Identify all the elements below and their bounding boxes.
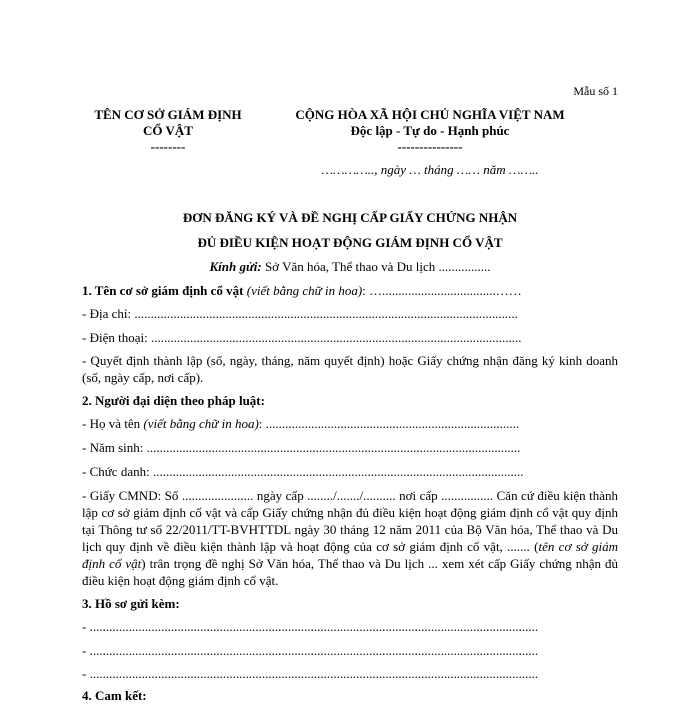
request-note: tên cơ sở giám định cổ vật [82, 539, 618, 571]
decision-paragraph: - Quyết định thành lập (số, ngày, tháng, năm quyết định) hoặc Giấy chứng nhận đăng ký kinh doanh (số, ngày cấp, nơi cấp). [82, 353, 618, 385]
request-paragraph [82, 487, 618, 589]
recipient-value: Sở Văn hóa, Thể thao và Du lịch ................ [261, 259, 491, 274]
name-fill: : .............................................................................. [258, 416, 520, 431]
recipient-line [82, 259, 618, 275]
org-name-line2: CỔ VẬT [143, 123, 193, 138]
birth-year-field: - Năm sinh: ................................................................................................................... [82, 440, 521, 455]
date-line: ………….., ngày … tháng …… năm …….. [321, 162, 539, 177]
national-title: CỘNG HÒA XÃ HỘI CHỦ NGHĨA VIỆT NAM [295, 107, 565, 122]
section1-heading [82, 283, 618, 299]
recipient-label: Kính gửi: [209, 259, 262, 274]
address-field: - Địa chỉ: ...................................................................................................................... [82, 306, 518, 321]
attachment-item: - .......................................................................................................................................... [82, 643, 539, 658]
org-name-line1: TÊN CƠ SỞ GIÁM ĐỊNH [94, 107, 242, 122]
form-number: Mẫu số 1 [573, 84, 618, 98]
name-note: (viết bằng chữ in hoa) [140, 416, 259, 431]
section1-title: 1. Tên cơ sở giám định cổ vật [82, 283, 244, 298]
national-divider: --------------- [397, 139, 463, 154]
org-name-divider: -------- [150, 139, 186, 154]
national-motto: Độc lập - Tự do - Hạnh phúc [350, 123, 510, 138]
request-text-2: ) trân trọng đề nghị Sở Văn hóa, Thể thao và Du lịch ... xem xét cấp Giấy chứng nhận đủ điều kiện hoạt động giám định cổ vật. [82, 556, 618, 588]
attachment-item: - .......................................................................................................................................... [82, 666, 539, 681]
name-label: - Họ và tên [82, 416, 141, 431]
form-title-line1: ĐƠN ĐĂNG KÝ VÀ ĐỀ NGHỊ CẤP GIẤY CHỨNG NHẬN [182, 210, 518, 225]
position-field: - Chức danh: .................................................................................................................. [82, 464, 524, 479]
section2-heading: 2. Người đại diện theo pháp luật: [82, 393, 265, 408]
section1-note: (viết bằng chữ in hoa) [243, 283, 363, 298]
representative-name-field [82, 416, 618, 432]
request-text-1: - Giấy CMND: Số ...................... ngày cấp ......../......./.......... nơi cấp ................ Căn cứ điều kiện thành lập cơ sở giám định cổ vật và cấp Giấy chứng nhận đủ điều kiện hoạt động giám định cổ vật quy định tại Thông tư số 22/2011/TT-BVHTTDL ngày 30 tháng 12 năm 2011 của Bộ Văn hóa, Thể thao và Du lịch quy định về điều kiện thành lập và hoạt động của cơ sở giám định cổ vật, ....... ( [82, 488, 618, 554]
section4-heading: 4. Cam kết: [82, 688, 147, 703]
section3-heading: 3. Hồ sơ gửi kèm: [82, 596, 180, 611]
section1-fill: : …...................................…… [362, 283, 522, 298]
phone-field: - Điện thoại: .................................................................................................................. [82, 330, 522, 345]
attachment-item: - .......................................................................................................................................... [82, 619, 539, 634]
form-title-line2: ĐỦ ĐIỀU KIỆN HOẠT ĐỘNG GIÁM ĐỊNH CỔ VẬT [197, 235, 503, 250]
